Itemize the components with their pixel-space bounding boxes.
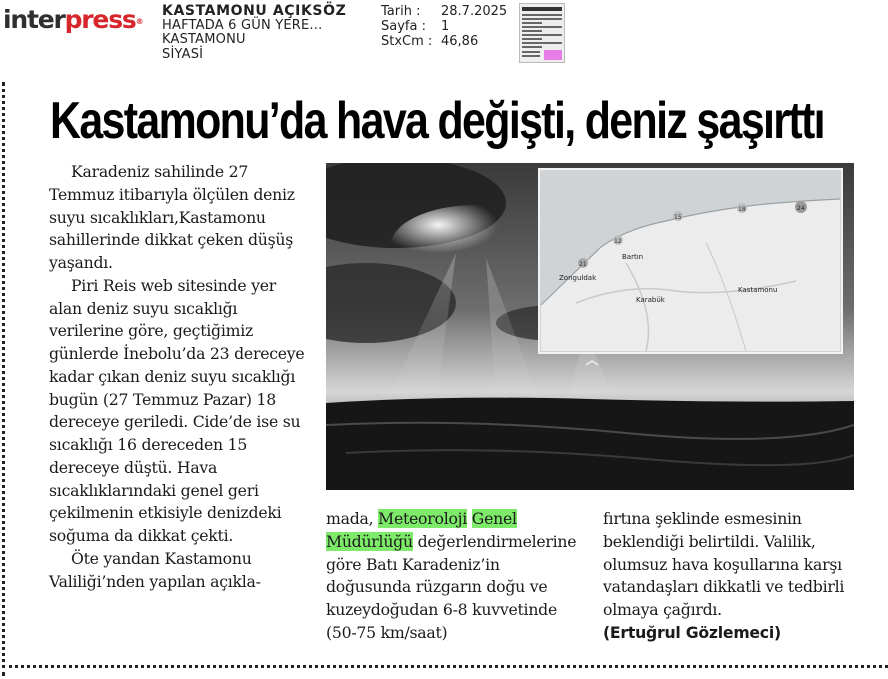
clipping-meta — [162, 4, 346, 62]
map-temp-15: 15 — [674, 214, 682, 221]
map-temp-12: 12 — [614, 238, 622, 245]
logo-text-press: press — [64, 5, 136, 34]
article-column-2 — [326, 508, 586, 645]
paragraph-5: fırtına şeklinde esmesinin beklendiği belirtildi. Valilik, olumsuz hava koşullarına karşı vatandaşları dikkatli ve tedbirli olmaya çağırdı. — [603, 509, 845, 619]
map-temp-18: 18 — [738, 206, 746, 213]
date-label: Tarih : — [381, 4, 421, 19]
publication-name: KASTAMONU AÇIKSÖZ — [162, 3, 347, 19]
page-value: 1 — [441, 19, 450, 34]
interpress-logo — [3, 4, 142, 36]
map-label-zonguldak: Zonguldak — [559, 274, 597, 282]
article-photo — [326, 163, 854, 490]
map-label-bartin: Bartın — [622, 253, 644, 261]
publication-city: KASTAMONU — [162, 32, 246, 47]
page-thumbnail[interactable] — [519, 3, 565, 63]
info-labels — [381, 4, 432, 49]
clipping-border-left — [2, 82, 5, 676]
highlight-mudurlugu: Müdürlüğü — [326, 531, 413, 551]
size-label: StxCm : — [381, 34, 433, 49]
text-segment: mada, — [326, 509, 374, 528]
size-value: 46,86 — [441, 34, 479, 49]
logo-text-inter: inter — [3, 5, 65, 34]
map-label-karabuk: Karabük — [636, 296, 665, 304]
publication-frequency: HAFTADA 6 GÜN YERE... — [162, 17, 323, 33]
map-inset — [539, 169, 842, 353]
map-temp-24: 24 — [797, 205, 805, 212]
clipping-border-bottom — [2, 665, 888, 668]
date-value: 28.7.2025 — [441, 4, 508, 19]
page-label: Sayfa : — [381, 19, 426, 34]
paragraph-1: Karadeniz sahilinde 27 Temmuz itibarıyla ölçülen deniz suyu sıcaklıkları,Kastamonu sahillerinde dikkat çeken düşüş yaşandı. — [49, 162, 295, 272]
article-headline: Kastamonu’da hava değişti, deniz şaşırttı — [50, 92, 824, 150]
sea-sky-photo — [326, 163, 854, 490]
logo-registered-mark: ® — [135, 17, 143, 26]
paragraph-2: Piri Reis web sitesinde yer alan deniz suyu sıcaklığı verilerine göre, geçtiğimiz günlerde İnebolu’da 23 dereceye kadar çıkan deniz suyu sıcaklığı bugün (27 Temmuz Pazar) 18 dereceye geriledi. Cide’de ise su sıcaklığı 16 dereceden 15 dereceye düştü. Hava sıcaklıklarındaki genel geri çekilmenin etkisiyle denizdeki soğuma da dikkat çekti. — [49, 275, 305, 545]
highlight-meteoroloji: Meteoroloji — [378, 509, 468, 528]
paragraph-4 — [326, 508, 586, 645]
author-byline: (Ertuğrul Gözlemeci) — [603, 622, 781, 642]
paragraph-3: Öte yandan Kastamonu Valiliği’nden yapılan açıkla- — [49, 548, 261, 591]
map-label-kastamonu: Kastamonu — [738, 286, 778, 294]
article-column-3 — [603, 508, 863, 645]
clipping-highlight — [544, 50, 562, 60]
article-column-1 — [49, 161, 309, 593]
text-segment: değerlendirmelerine göre Batı Karadeniz’in doğusunda rüzgarın doğu ve kuzeydoğudan 6-8 kuvvetinde (50-75 km/saat) — [326, 531, 577, 642]
info-values — [441, 4, 507, 49]
publication-category: SİYASİ — [162, 46, 204, 62]
highlight-genel: Genel — [471, 509, 517, 528]
map-temp-21: 21 — [579, 261, 587, 268]
